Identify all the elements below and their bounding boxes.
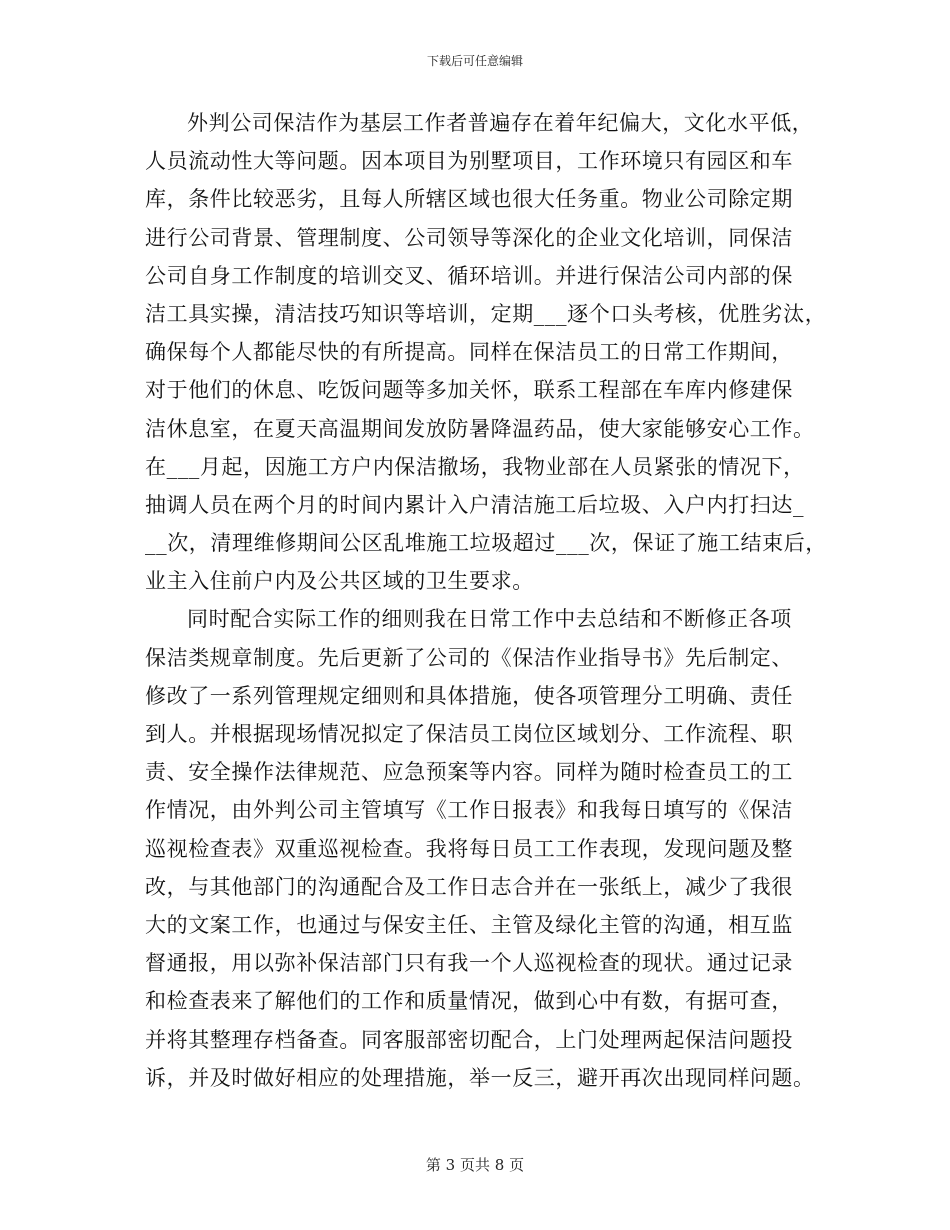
text-line: 进行公司背景、管理制度、公司领导等深化的企业文化培训，同保洁 xyxy=(145,225,793,250)
paragraph-1 xyxy=(145,104,827,600)
text-line: 库，条件比较恶劣，且每人所辖区域也很大任务重。物业公司除定期 xyxy=(145,187,793,212)
text-line: 并将其整理存档备查。同客服部密切配合，上门处理两起保洁问题投 xyxy=(145,1027,793,1052)
text-line: 责、安全操作法律规范、应急预案等内容。同样为随时检查员工的工 xyxy=(145,760,793,785)
text-line: 巡视检查表》双重巡视检查。我将每日员工工作表现，发现问题及整 xyxy=(145,836,793,861)
text-line: 同时配合实际工作的细则我在日常工作中去总结和不断修正各项 xyxy=(187,607,792,632)
text-line: 和检查表来了解他们的工作和质量情况，做到心中有数，有据可查， xyxy=(145,989,793,1014)
text-line: 到人。并根据现场情况拟定了保洁员工岗位区域划分、工作流程、职 xyxy=(145,722,793,746)
text-line: 保洁类规章制度。先后更新了公司的《保洁作业指导书》先后制定、 xyxy=(145,645,793,670)
text-line: 督通报，用以弥补保洁部门只有我一个人巡视检查的现状。通过记录 xyxy=(145,951,793,976)
page-header: 下载后可任意编辑 xyxy=(426,54,523,68)
page-footer: 第 3 页共 8 页 xyxy=(425,1156,525,1174)
paragraph-2 xyxy=(145,600,815,1096)
text-line: 抽调人员在两个月的时间内累计入户清洁施工后垃圾、入户内打扫达_ xyxy=(145,492,805,517)
text-line: 诉，并及时做好相应的处理措施，举一反三，避开再次出现同样问题。 xyxy=(145,1065,815,1090)
text-line: 外判公司保洁作为基层工作者普遍存在着年纪偏大，文化水平低， xyxy=(187,111,814,135)
text-line: 对于他们的休息、吃饭问题等多加关怀，联系工程部在车库内修建保 xyxy=(145,378,793,403)
text-line: 在___月起，因施工方户内保洁撤场，我物业部在人员紧张的情况下， xyxy=(145,454,805,479)
document-body xyxy=(145,104,827,1097)
text-line: 作情况，由外判公司主管填写《工作日报表》和我每日填写的《保洁 xyxy=(145,798,793,823)
text-line: 确保每个人都能尽快的有所提高。同样在保洁员工的日常工作期间， xyxy=(145,340,793,365)
text-line: 洁工具实操，清洁技巧知识等培训，定期___逐个口头考核，优胜劣汰， xyxy=(145,301,827,326)
text-line: 业主入住前户内及公共区域的卫生要求。 xyxy=(145,569,534,594)
text-line: 大的文案工作，也通过与保安主任、主管及绿化主管的沟通，相互监 xyxy=(145,912,793,937)
text-line: 洁休息室，在夏天高温期间发放防暑降温药品，使大家能够安心工作。 xyxy=(145,416,815,441)
text-line: 人员流动性大等问题。因本项目为别墅项目，工作环境只有园区和车 xyxy=(145,149,793,174)
text-line: __次，清理维修期间公区乱堆施工垃圾超过___次，保证了施工结束后， xyxy=(145,531,827,556)
text-line: 修改了一系列管理规定细则和具体措施，使各项管理分工明确、责任 xyxy=(145,683,793,708)
text-line: 改，与其他部门的沟通配合及工作日志合并在一张纸上，减少了我很 xyxy=(145,874,793,899)
text-line: 公司自身工作制度的培训交叉、循环培训。并进行保洁公司内部的保 xyxy=(145,263,793,288)
